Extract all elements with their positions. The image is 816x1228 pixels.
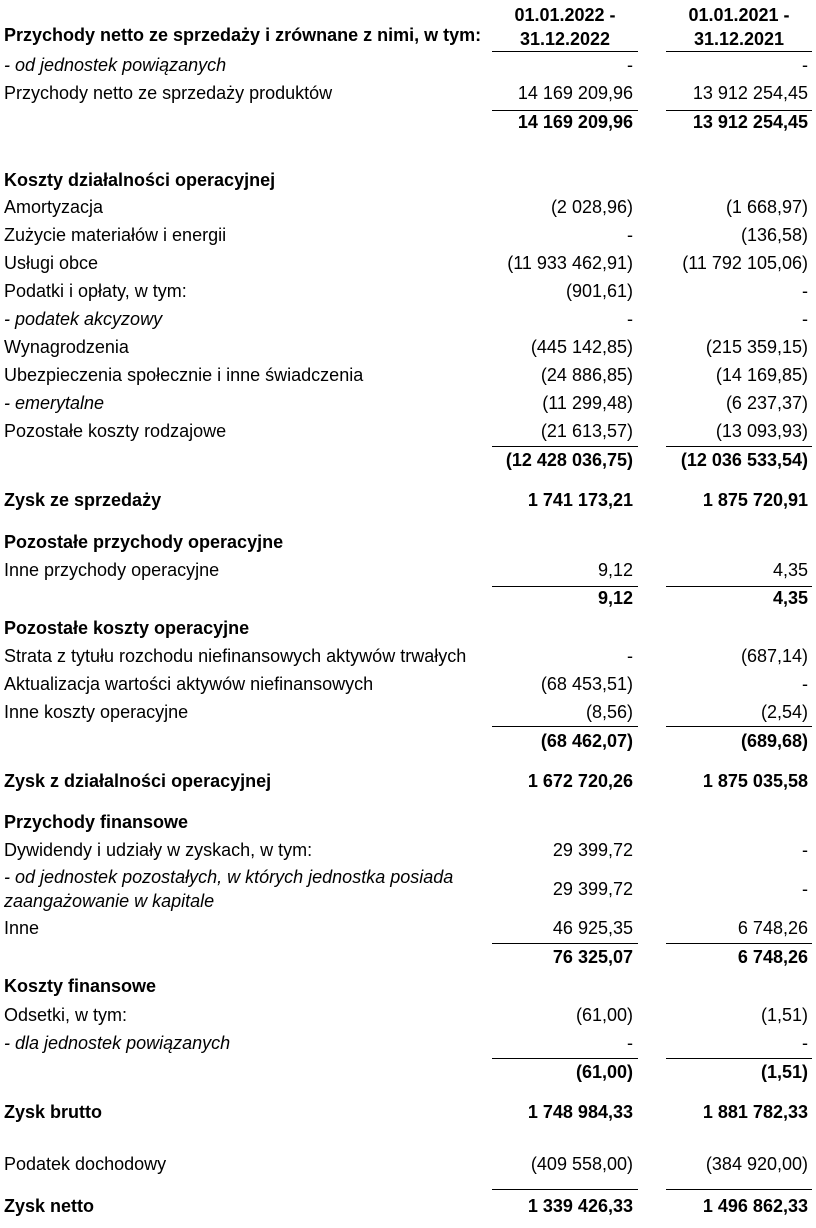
row-label: Ubezpieczenia społecznie i inne świadczenia	[4, 365, 364, 385]
value-2022: (409 558,00)	[530, 1154, 633, 1174]
row-label: Przychody netto ze sprzedaży produktów	[4, 83, 333, 103]
statement-row	[0, 1005, 816, 1025]
value-2021: -	[802, 281, 808, 301]
value-2022: (24 886,85)	[540, 365, 633, 385]
statement-row	[0, 618, 816, 638]
total-rule	[666, 1189, 812, 1190]
value-2021: (1,51)	[760, 1062, 808, 1082]
value-2021: 13 912 254,45	[692, 112, 808, 132]
statement-row	[0, 532, 816, 552]
value-2021: -	[802, 879, 808, 899]
value-2021: -	[802, 674, 808, 694]
statement-row	[0, 197, 816, 217]
value-2022: (12 428 036,75)	[505, 450, 633, 470]
statement-row	[0, 170, 816, 190]
row-label: Inne koszty operacyjne	[4, 702, 189, 722]
value-2022: (11 299,48)	[542, 393, 633, 413]
underline-rule	[492, 51, 638, 52]
statement-row	[0, 83, 816, 103]
value-2021: (384 920,00)	[705, 1154, 808, 1174]
value-2022: (8,56)	[585, 702, 633, 722]
value-2022: 29 399,72	[552, 879, 633, 899]
subtotal-rule	[666, 1058, 812, 1059]
statement-row	[0, 25, 816, 45]
value-2022: 9,12	[597, 560, 633, 580]
row-label: Strata z tytułu rozchodu niefinansowych aktywów trwałych	[4, 646, 467, 666]
value-2021: (13 093,93)	[715, 421, 808, 441]
value-2022: (11 933 462,91)	[507, 253, 633, 273]
row-label: Pozostałe przychody operacyjne	[4, 532, 284, 552]
statement-row	[0, 731, 816, 751]
subtotal-rule	[492, 446, 638, 447]
value-2022: -	[627, 309, 633, 329]
row-label: - od jednostek powiązanych	[4, 55, 227, 75]
statement-row	[0, 560, 816, 580]
total-rule	[492, 1189, 638, 1190]
value-2021: (687,14)	[740, 646, 808, 666]
value-2022: (68 462,07)	[540, 731, 633, 751]
statement-row	[0, 646, 816, 666]
statement-row	[0, 337, 816, 357]
value-2022: 1 748 984,33	[527, 1102, 633, 1122]
row-label: Amortyzacja	[4, 197, 104, 217]
row-label: Przychody netto ze sprzedaży i zrównane z nimi, w tym:	[4, 25, 482, 45]
statement-row	[0, 1033, 816, 1053]
value-2021: (11 792 105,06)	[682, 253, 808, 273]
value-2021: 1 881 782,33	[702, 1102, 808, 1122]
statement-row	[0, 253, 816, 273]
row-label: Zysk brutto	[4, 1102, 103, 1122]
statement-row	[0, 702, 816, 722]
value-2022: 14 169 209,96	[517, 83, 633, 103]
value-2021: (1 668,97)	[725, 197, 808, 217]
subtotal-rule	[666, 943, 812, 944]
statement-row	[0, 365, 816, 385]
statement-row	[0, 674, 816, 694]
statement-row	[0, 281, 816, 301]
statement-row	[0, 976, 816, 996]
statement-row	[0, 225, 816, 245]
row-label: Odsetki, w tym:	[4, 1005, 128, 1025]
value-2022: (21 613,57)	[540, 421, 633, 441]
value-2021: (2,54)	[760, 702, 808, 722]
value-2022: -	[627, 1033, 633, 1053]
row-label: - od jednostek pozostałych, w których jednostka posiada	[4, 867, 454, 887]
subtotal-rule	[666, 586, 812, 587]
row-label: Zysk z działalności operacyjnej	[4, 771, 272, 791]
statement-row	[0, 1196, 816, 1216]
subtotal-rule	[666, 446, 812, 447]
period-2022-start: 01.01.2022 -	[514, 5, 616, 25]
value-2022: (2 028,96)	[550, 197, 633, 217]
value-2021: 6 748,26	[737, 918, 808, 938]
value-2022: 76 325,07	[552, 947, 633, 967]
value-2022: (61,00)	[575, 1062, 633, 1082]
value-2021: 6 748,26	[737, 947, 808, 967]
value-2021: 1 496 862,33	[702, 1196, 808, 1216]
row-label-continuation: zaangażowanie w kapitale	[4, 891, 215, 911]
value-2022: 46 925,35	[552, 918, 633, 938]
row-label: Podatki i opłaty, w tym:	[4, 281, 187, 301]
value-2022: (68 453,51)	[540, 674, 633, 694]
value-2021: 4,35	[772, 588, 808, 608]
value-2021: (215 359,15)	[705, 337, 808, 357]
value-2022: 1 339 426,33	[527, 1196, 633, 1216]
value-2022: -	[627, 55, 633, 75]
value-2021: 1 875 035,58	[702, 771, 808, 791]
value-2021: (689,68)	[740, 731, 808, 751]
row-label: Koszty finansowe	[4, 976, 157, 996]
row-label: Podatek dochodowy	[4, 1154, 167, 1174]
value-2021: -	[802, 55, 808, 75]
subtotal-rule	[492, 110, 638, 111]
subtotal-rule	[492, 943, 638, 944]
statement-row	[0, 947, 816, 967]
statement-row	[0, 771, 816, 791]
period-2021-end: 31.12.2021	[693, 29, 785, 49]
value-2022: (61,00)	[575, 1005, 633, 1025]
row-label: Zysk ze sprzedaży	[4, 490, 162, 510]
row-label: Inne	[4, 918, 40, 938]
value-2021: (14 169,85)	[715, 365, 808, 385]
row-label: Koszty działalności operacyjnej	[4, 170, 276, 190]
row-label: Zysk netto	[4, 1196, 95, 1216]
statement-row	[0, 112, 816, 132]
statement-row	[0, 55, 816, 75]
row-label: Dywidendy i udziały w zyskach, w tym:	[4, 840, 313, 860]
statement-row	[0, 918, 816, 938]
value-2022: 9,12	[597, 588, 633, 608]
row-label: - podatek akcyzowy	[4, 309, 163, 329]
subtotal-rule	[666, 726, 812, 727]
period-2022-end: 31.12.2022	[519, 29, 611, 49]
row-label: Zużycie materiałów i energii	[4, 225, 227, 245]
value-2022: 14 169 209,96	[517, 112, 633, 132]
statement-row	[0, 421, 816, 441]
value-2022: -	[627, 225, 633, 245]
value-2021: (6 237,37)	[725, 393, 808, 413]
row-label: Pozostałe koszty operacyjne	[4, 618, 250, 638]
row-label: Pozostałe koszty rodzajowe	[4, 421, 227, 441]
row-label: - dla jednostek powiązanych	[4, 1033, 231, 1053]
value-2021: -	[802, 1033, 808, 1053]
row-label: Aktualizacja wartości aktywów niefinansowych	[4, 674, 374, 694]
statement-row	[0, 450, 816, 470]
value-2021: 4,35	[772, 560, 808, 580]
row-label: Przychody finansowe	[4, 812, 189, 832]
underline-rule	[666, 51, 812, 52]
value-2022: (901,61)	[565, 281, 633, 301]
value-2022: (445 142,85)	[530, 337, 633, 357]
value-2021: -	[802, 840, 808, 860]
value-2021: (136,58)	[740, 225, 808, 245]
subtotal-rule	[666, 110, 812, 111]
row-label: Usługi obce	[4, 253, 99, 273]
statement-row	[0, 1062, 816, 1082]
statement-row	[0, 309, 816, 329]
statement-row	[0, 812, 816, 832]
subtotal-rule	[492, 586, 638, 587]
value-2021: 13 912 254,45	[692, 83, 808, 103]
value-2021: (1,51)	[760, 1005, 808, 1025]
statement-row	[0, 867, 816, 911]
statement-row	[0, 490, 816, 510]
value-2022: 29 399,72	[552, 840, 633, 860]
statement-row	[0, 588, 816, 608]
row-label: - emerytalne	[4, 393, 105, 413]
period-2021-start: 01.01.2021 -	[688, 5, 790, 25]
value-2022: 1 672 720,26	[527, 771, 633, 791]
statement-row	[0, 393, 816, 413]
value-2022: -	[627, 646, 633, 666]
row-label: Wynagrodzenia	[4, 337, 129, 357]
subtotal-rule	[492, 726, 638, 727]
statement-row	[0, 1102, 816, 1122]
statement-row	[0, 840, 816, 860]
value-2022: 1 741 173,21	[527, 490, 633, 510]
value-2021: -	[802, 309, 808, 329]
value-2021: 1 875 720,91	[702, 490, 808, 510]
subtotal-rule	[492, 1058, 638, 1059]
row-label: Inne przychody operacyjne	[4, 560, 220, 580]
value-2021: (12 036 533,54)	[680, 450, 808, 470]
statement-row	[0, 1154, 816, 1174]
